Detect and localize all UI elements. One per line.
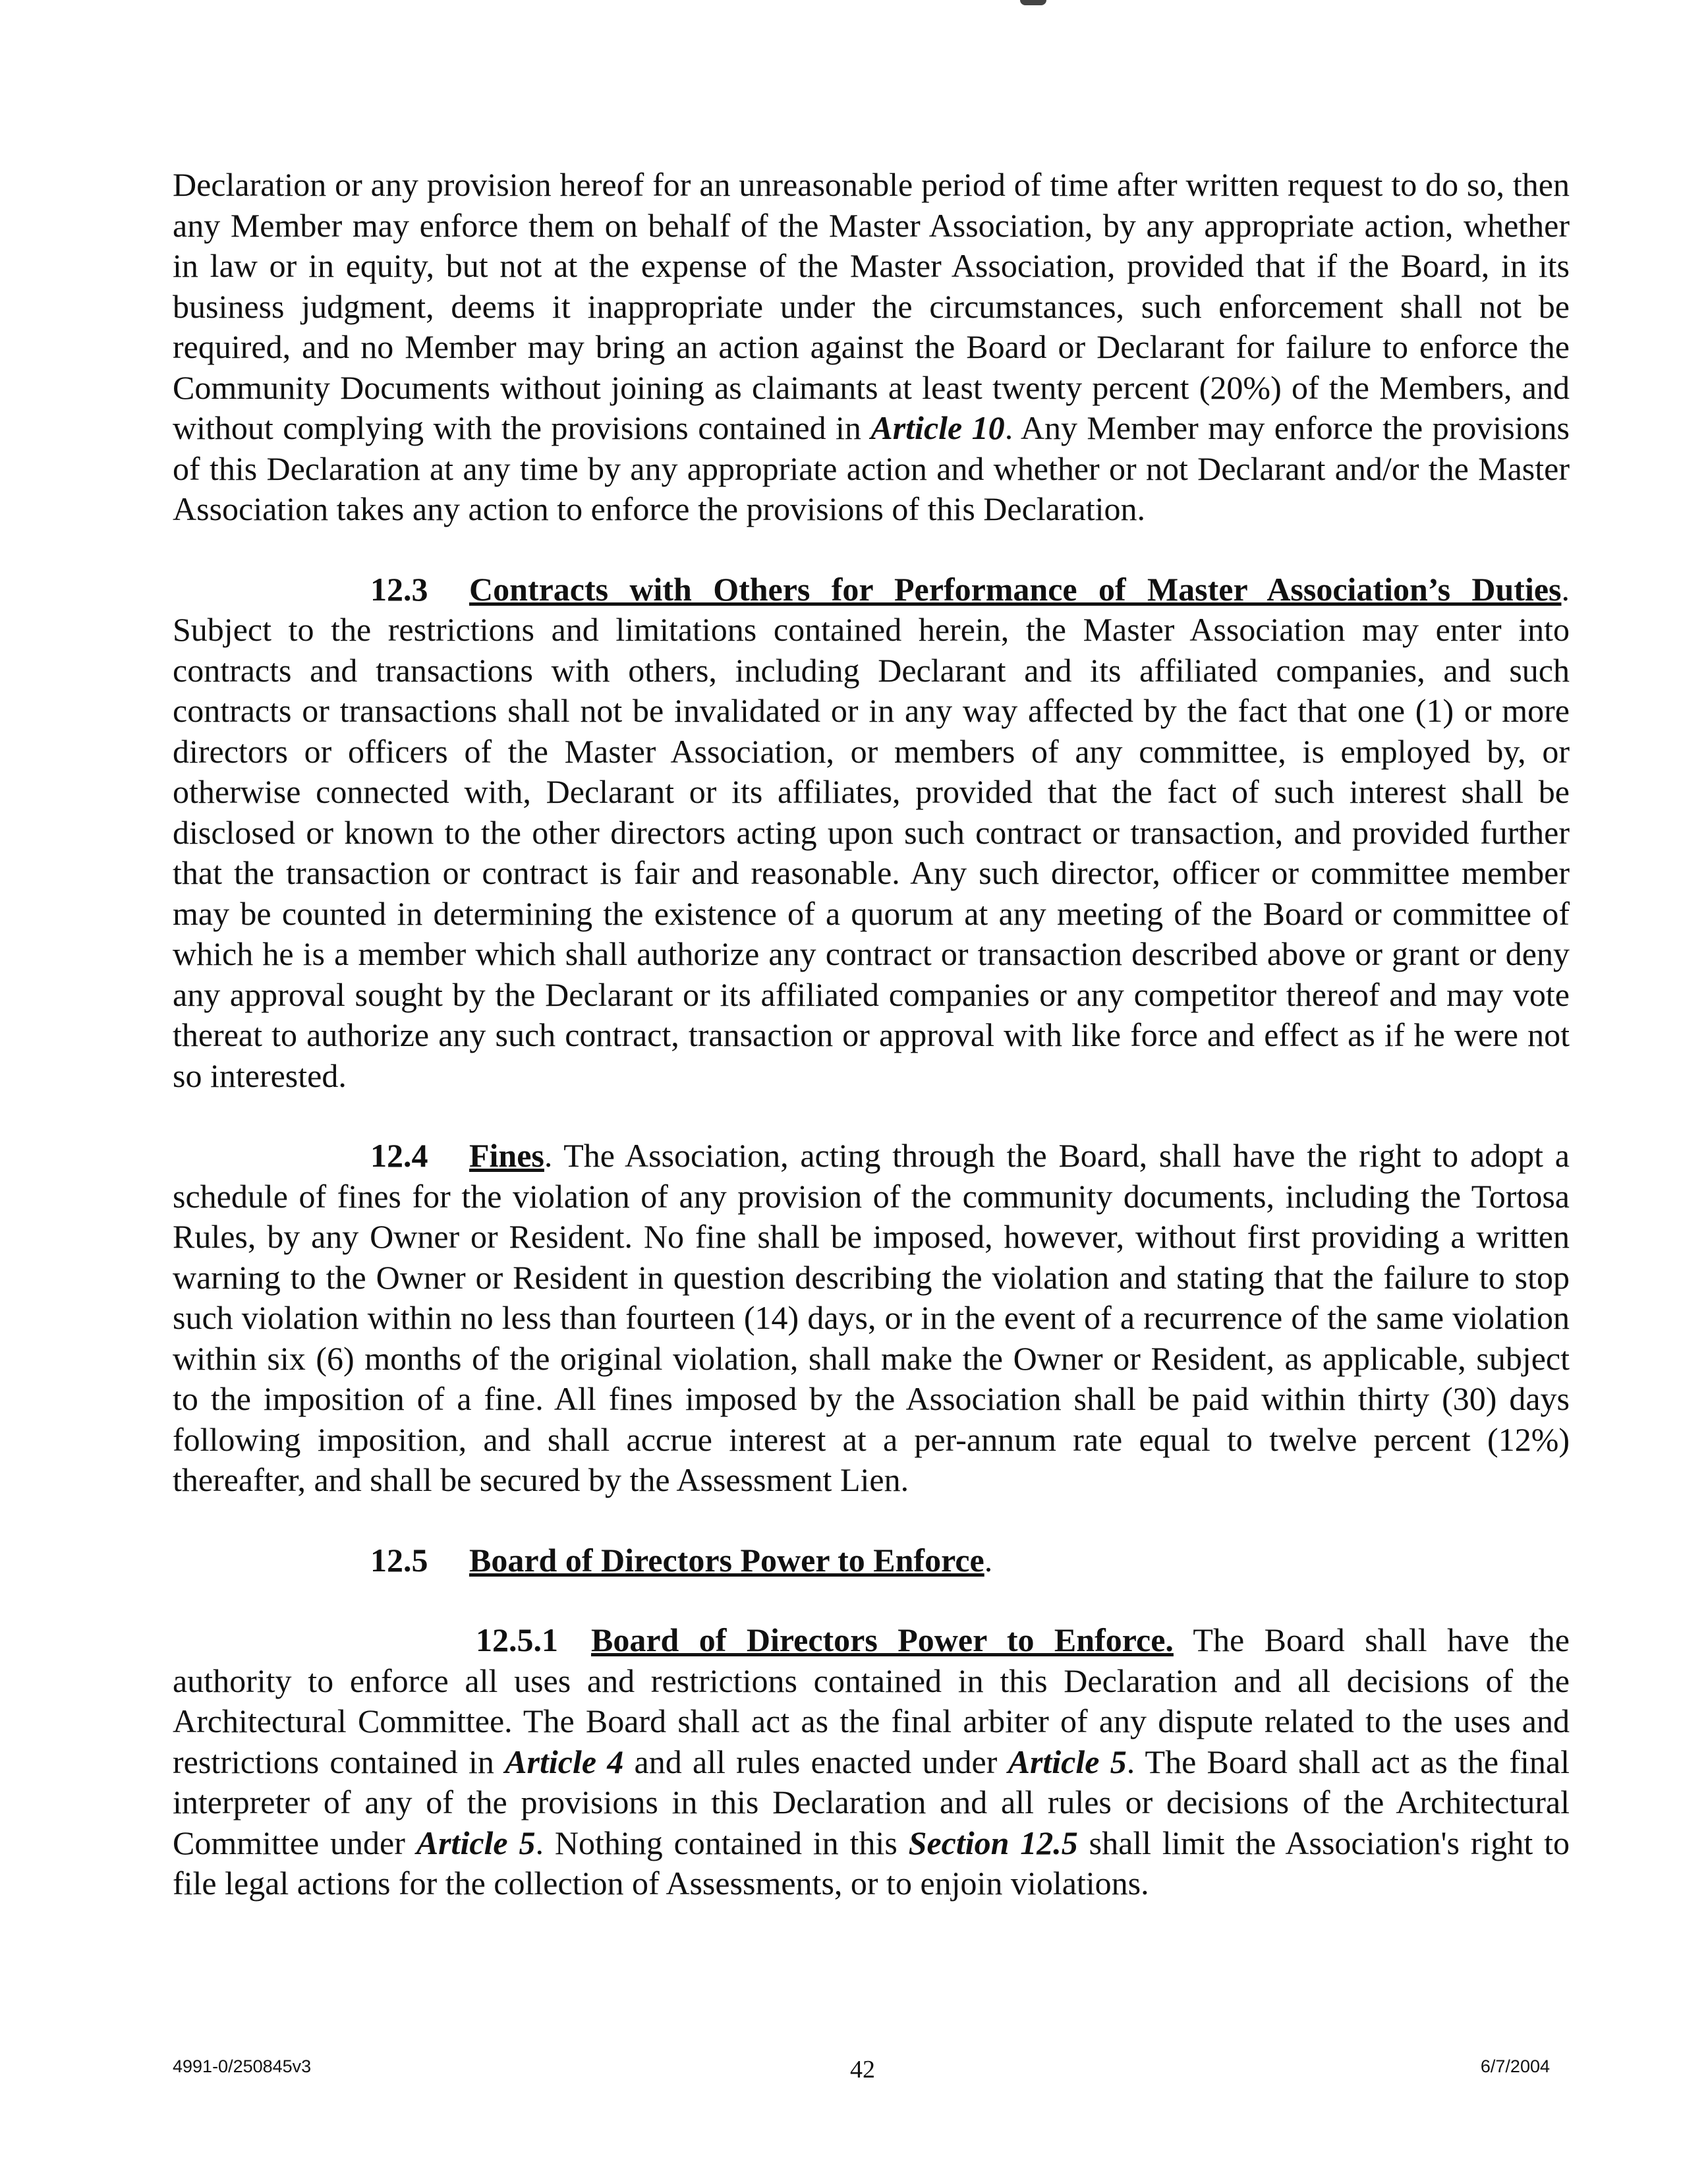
page-number: 42 (850, 2056, 875, 2083)
page-footer (0, 2056, 1708, 2089)
intro-paragraph: Declaration or any provision hereof for an unreasonable period of time after written request to do so, then any Member may enforce them on behalf of the Master Association, by any appropriate action, whether in law or in equity, but not at the expense of the Master Association, provided that if the Board, in its business judgment, deems it inappropriate under the circumstances, such enforcement shall not be required, and no Member may bring an action against the Board or Declarant for failure to enforce the Community Documents without joining as claimants at least twenty percent (20%) of the Members, and without complying with the provisions contained in Article 10. Any Member may enforce the provisions of this Declaration at any time by any appropriate action and whether or not Declarant and/or the Master Association takes any action to enforce the provisions of this Declaration. (173, 166, 1570, 527)
section-12-3: 12.3 Contracts with Others for Performance of Master Association’s Duties. Subject to the restrictions and limitations contained herein, the Master Association may enter into contracts and transactions with others, including Declarant and its affiliated companies, and such contracts or transactions shall not be invalidated or in any way affected by the fact that one (1) or more directors or officers of the Master Association, or members of any committee, is employed by, or otherwise connected with, Declarant or its affiliates, provided that the fact of such interest shall be disclosed or known to the other directors acting upon such contract or transaction, and provided further that the transaction or contract is fair and reasonable. Any such director, officer or committee member may be counted in determining the existence of a quorum at any meeting of the Board or committee of which he is a member which shall authorize any contract or transaction described above or grant or deny any approval sought by the Declarant or its affiliated companies or any competitor thereof and may vote thereat to authorize any such contract, transaction or approval with like force and effect as if he were not so interested. (173, 570, 1570, 1094)
article-5-reference: Article 5 (1008, 1743, 1127, 1780)
section-title: Contracts with Others for Performance of Master Association’s Duties (469, 570, 1562, 608)
scan-mark (1020, 0, 1046, 5)
article-10-reference: Article 10 (870, 409, 1005, 446)
section-12-4: 12.4 Fines. The Association, acting through the Board, shall have the right to adopt a schedule of fines for the violation of any provision of the community documents, including the Tortosa Rules, by any Owner or Resident. No fine shall be imposed, however, without first providing a written warning to the Owner or Resident in question describing the violation and stating that the failure to stop such violation within no less than fourteen (14) days, or in the event of a recurrence of the same violation within six (6) months of the original violation, shall make the Owner or Resident, as applicable, subject to the imposition of a fine. All fines imposed by the Association shall be paid within thirty (30) days following imposition, and shall accrue interest at a per-annum rate equal to twelve percent (12%) thereafter, and shall be secured by the Assessment Lien. (173, 1137, 1570, 1498)
section-title: Board of Directors Power to Enforce (469, 1541, 984, 1579)
section-12-5-reference: Section 12.5 (908, 1824, 1078, 1861)
section-number: 12.5 (370, 1541, 428, 1579)
document-id: 4991-0/250845v3 (173, 2056, 312, 2076)
section-number: 12.3 (370, 570, 428, 608)
article-4-reference: Article 4 (505, 1743, 624, 1780)
document-body (173, 165, 1570, 1904)
section-12-5-1: 12.5.1 Board of Directors Power to Enforce. The Board shall have the authority to enforce all uses and restrictions contained in this Declaration and all decisions of the Architectural Committee. The Board shall act as the final arbiter of any dispute related to the uses and restrictions contained in Article 4 and all rules enacted under Article 5. The Board shall act as the final interpreter of any of the provisions in this Declaration and all rules or decisions of the Architectural Committee under Article 5. Nothing contained in this Section 12.5 shall limit the Association's right to file legal actions for the collection of Assessments, or to enjoin violations. (173, 1621, 1570, 1902)
section-title: Board of Directors Power to Enforce. (591, 1621, 1174, 1658)
document-date: 6/7/2004 (1480, 2056, 1550, 2076)
article-5-reference: Article 5 (416, 1824, 536, 1861)
section-number: 12.4 (370, 1137, 428, 1174)
section-12-5-heading: 12.5 Board of Directors Power to Enforce. (173, 1540, 1570, 1581)
section-title: Fines (469, 1137, 544, 1174)
